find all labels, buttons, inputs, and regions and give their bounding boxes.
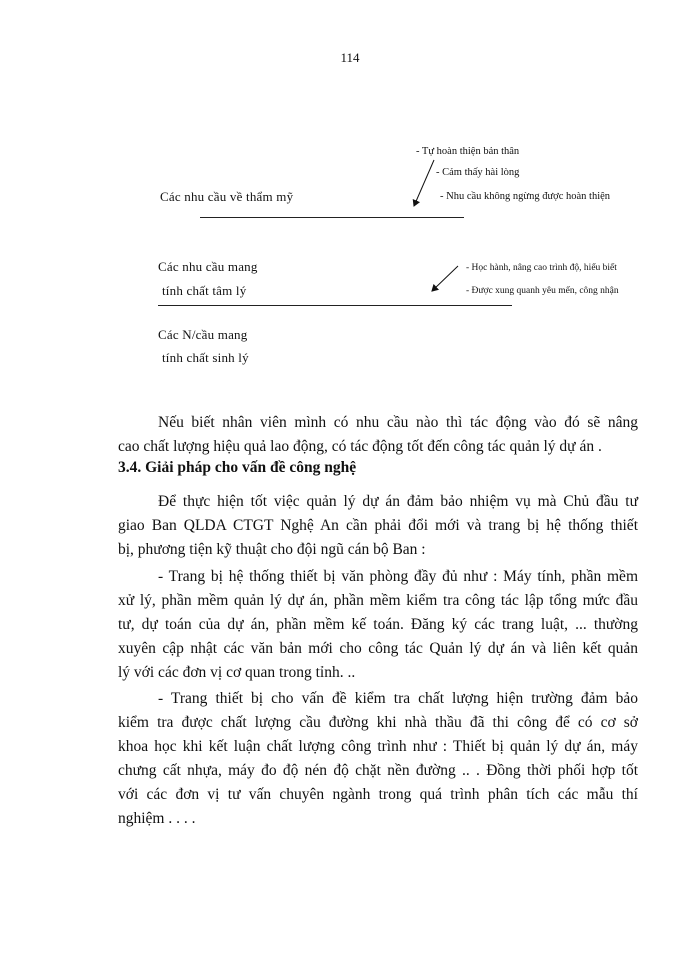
text-line: - Trang bị hệ thống thiết bị văn phòng đầy đủ như : Máy tính, phần mềm (158, 568, 638, 585)
text-line: bị, phương tiện kỹ thuật cho đội ngũ cán bộ Ban : (118, 541, 426, 558)
page-number: 114 (340, 50, 360, 65)
aesthetic-note-3: - Nhu cầu không ngừng được hoàn thiện (440, 191, 611, 202)
aesthetic-arrow-icon (414, 160, 434, 206)
aesthetic-note-1: - Tự hoàn thiện bản thân (416, 146, 520, 157)
psychological-note-1: - Học hành, nâng cao trình độ, hiểu biết (466, 263, 617, 273)
paragraph-office-equipment (118, 565, 638, 685)
text-line: Nếu biết nhân viên mình có nhu cầu nào thì tác động vào đó sẽ nâng (158, 414, 638, 431)
text-line: tư, dự toán của dự án, phần mềm kế toán. Đăng ký các trang luật, ... thường (118, 616, 638, 633)
text-line: nghiệm . . . . (118, 810, 196, 827)
psychological-needs-label-2: tính chất tâm lý (162, 283, 247, 298)
text-line: - Trang thiết bị cho vấn đề kiểm tra chất lượng hiện trường đảm bảo (158, 690, 638, 707)
text-line: xuyên cập nhật các văn bản mới cho công tác Quản lý dự án và liên kết quản (118, 640, 638, 657)
aesthetic-needs-label: Các nhu cầu về thẩm mỹ (160, 189, 294, 204)
text-line: với các đơn vị tư vấn chuyên ngành trong quá trình phân tích các mẫu thí (118, 786, 638, 803)
paragraph-quality-equipment (118, 687, 638, 831)
text-line: cao chất lượng hiệu quả lao động, có tác động tốt đến công tác quản lý dự án . (118, 438, 602, 455)
text-line: lý với các đơn vị cơ quan trong tỉnh. .. (118, 664, 356, 681)
aesthetic-note-2: - Cảm thấy hài lòng (436, 167, 520, 178)
psychological-note-2: - Được xung quanh yêu mến, công nhận (466, 286, 619, 296)
text-line: giao Ban QLDA CTGT Nghệ An cần phải đổi mới và trang bị hệ thống thiết (118, 517, 638, 534)
text-line: khoa học khi kết luận chất lượng công trình như : Thiết bị quản lý dự án, máy (118, 738, 638, 755)
psychological-needs-label-1: Các nhu cầu mang (158, 259, 258, 274)
section-heading: 3.4. Giải pháp cho vấn đề công nghệ (118, 459, 357, 476)
psychological-arrow-icon (432, 266, 458, 291)
paragraph-needs-summary (118, 411, 638, 459)
text-line: Để thực hiện tốt việc quản lý dự án đảm bảo nhiệm vụ mà Chủ đầu tư (158, 493, 638, 510)
text-line: xử lý, phần mềm quản lý dự án, phần mềm kiểm tra công tác lập tổng mức đầu (118, 592, 638, 609)
physiological-needs-label-1: Các N/cầu mang (158, 327, 248, 342)
physiological-needs-label-2: tính chất sinh lý (162, 350, 249, 365)
text-line: chưng cất nhựa, máy đo độ nén độ chặt nền đường .. . Đồng thời phối hợp tốt (118, 762, 638, 779)
paragraph-technology-intro (118, 490, 638, 562)
text-line: kiểm tra được chất lượng cầu đường khi nhà thầu đã thi công để có cơ sở (118, 714, 638, 731)
